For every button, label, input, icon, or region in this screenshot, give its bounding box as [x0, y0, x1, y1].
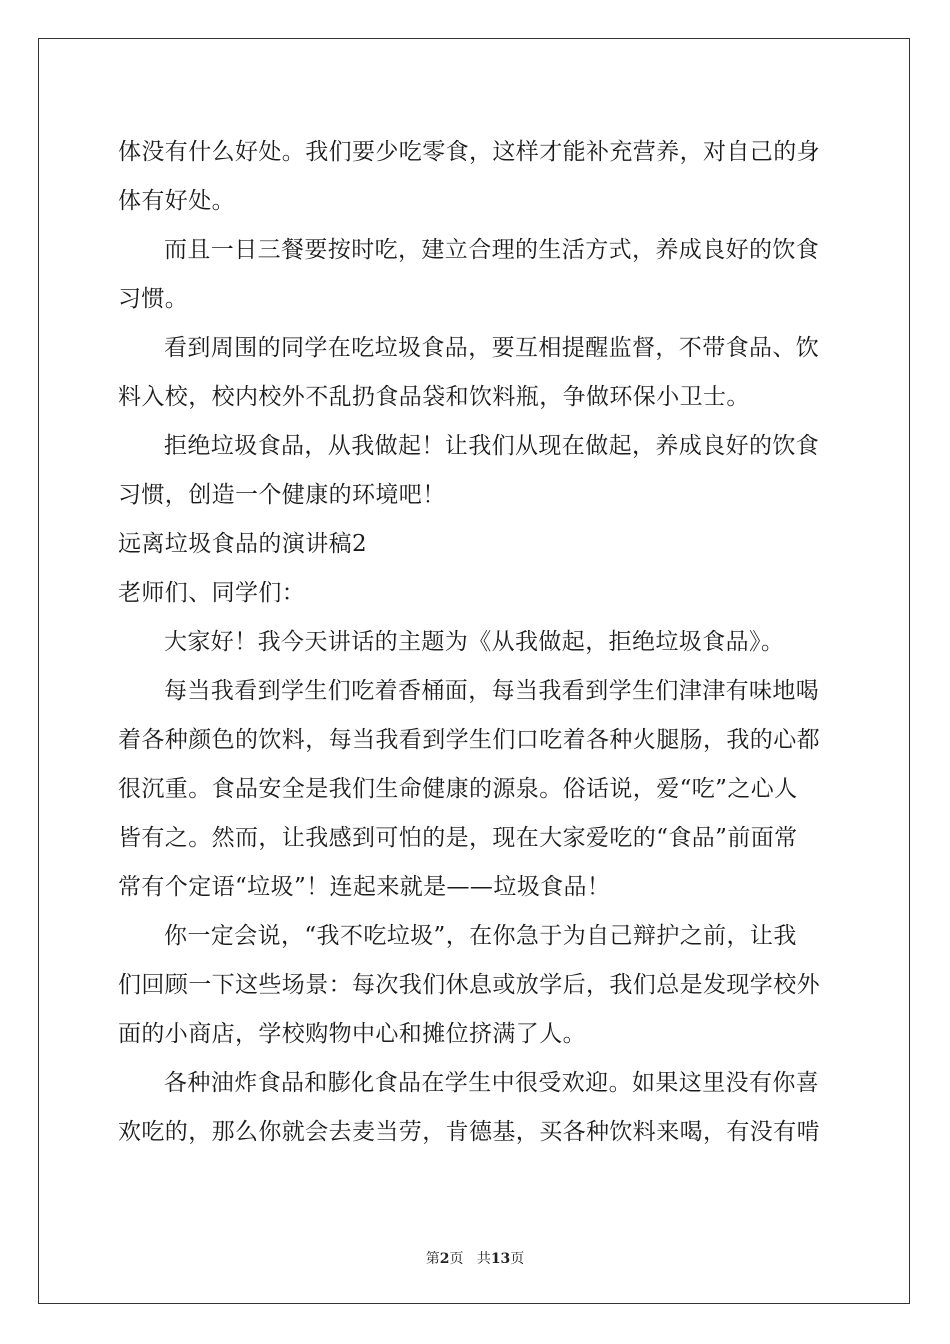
paragraph-start: 拒绝垃圾食品，从我做起！让我们从现在做起，养成良好的饮食 [164, 433, 820, 459]
page-prefix: 第 [425, 1251, 440, 1267]
body-line: 体有好处。 [118, 188, 235, 214]
body-line: 料入校，校内校外不乱扔食品袋和饮料瓶，争做环保小卫士。 [118, 384, 750, 410]
body-line: 着各种颜色的饮料，每当我看到学生们口吃着各种火腿肠，我的心都 [118, 727, 820, 753]
section-title: 远离垃圾食品的演讲稿2 [118, 531, 368, 557]
body-line: 皆有之。然而，让我感到可怕的是，现在大家爱吃的“食品”前面常 [118, 825, 798, 851]
paragraph-start: 看到周围的同学在吃垃圾食品，要互相提醒监督，不带食品、饮 [164, 335, 820, 361]
body-line: 们回顾一下这些场景：每次我们休息或放学后，我们总是发现学校外 [118, 972, 820, 998]
body-line: 习惯，创造一个健康的环境吧！ [118, 482, 446, 508]
paragraph-start: 大家好！我今天讲话的主题为《从我做起，拒绝垃圾食品》。 [164, 629, 785, 655]
body-line: 欢吃的，那么你就会去麦当劳，肯德基，买各种饮料来喝，有没有啃 [118, 1119, 820, 1145]
total-suffix: 页 [510, 1251, 525, 1267]
total-pages: 13 [490, 1251, 511, 1267]
body-line: 很沉重。食品安全是我们生命健康的源泉。俗话说，爱“吃”之心人 [118, 776, 798, 802]
page-number: 2 [439, 1251, 450, 1267]
page-suffix: 页 [449, 1251, 464, 1267]
body-line: 体没有什么好处。我们要少吃零食，这样才能补充营养，对自己的身 [118, 139, 820, 165]
total-prefix: 共 [476, 1251, 491, 1267]
body-line: 习惯。 [118, 286, 189, 312]
document-body [118, 128, 838, 1157]
paragraph-start: 而且一日三餐要按时吃，建立合理的生活方式，养成良好的饮食 [164, 237, 820, 263]
body-line: 面的小商店，学校购物中心和摊位挤满了人。 [118, 1021, 586, 1047]
paragraph-start: 每当我看到学生们吃着香桶面，每当我看到学生们津津有味地喝 [164, 678, 820, 704]
paragraph-start: 你一定会说，“我不吃垃圾”，在你急于为自己辩护之前，让我 [164, 923, 797, 949]
paragraph-start: 各种油炸食品和膨化食品在学生中很受欢迎。如果这里没有你喜 [164, 1070, 820, 1096]
salutation: 老师们、同学们： [118, 580, 306, 606]
page-footer [0, 1248, 950, 1268]
body-line: 常有个定语“垃圾”！连起来就是——垃圾食品！ [118, 874, 611, 900]
